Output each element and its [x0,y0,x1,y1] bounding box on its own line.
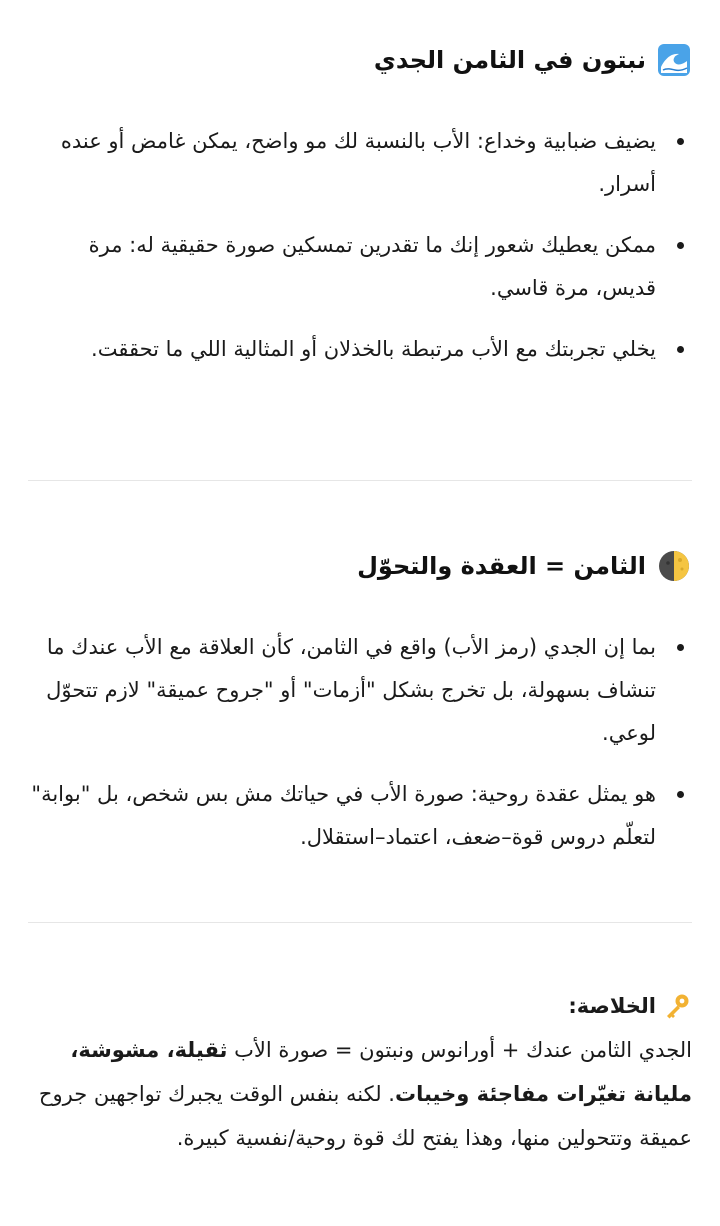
list-item: هو يمثل عقدة روحية: صورة الأب في حياتك مش بس شخص، بل "بوابة" لتعلّم دروس قوة–ضعف، اعتماد–استقلال. [28,773,692,859]
summary-text [28,1028,692,1160]
summary-text-part: . لكنه بنفس الوقت يجبرك تواجهين جروح عميقة وتتحولين منها، وهذا يفتح لك قوة روحية/نفسية كبيرة. [38,1082,692,1150]
summary-title: الخلاصة: [568,994,656,1018]
list-item: يضيف ضبابية وخداع: الأب بالنسبة لك مو واضح، يمكن غامض أو عنده أسرار. [28,120,692,206]
section-title: نبتون في الثامن الجدي [373,46,646,74]
section-eighth-house [28,546,692,877]
list-item: ممكن يعطيك شعور إنك ما تقدرين تمسكين صورة حقيقية له: مرة قديس، مرة قاسي. [28,224,692,310]
section-heading [28,40,692,80]
bullet-list [28,120,692,371]
divider [28,480,692,481]
section-title: الثامن = العقدة والتحوّل [357,552,646,580]
summary-heading [28,986,692,1026]
list-item: بما إن الجدي (رمز الأب) واقع في الثامن، كأن العلاقة مع الأب عندك ما تنشاف بسهولة، بل تخرج بشكل "أزمات" أو "جروح عميقة" لازم تتحوّل لوعي. [28,626,692,755]
bullet-list [28,626,692,859]
wave-icon [656,42,692,78]
key-icon [662,991,692,1021]
section-neptune [28,40,692,389]
list-item: يخلي تجربتك مع الأب مرتبطة بالخذلان أو المثالية اللي ما تحققت. [28,328,692,371]
divider [28,922,692,923]
section-heading [28,546,692,586]
summary-section [28,986,692,1160]
summary-text-part: الجدي الثامن عندك + أورانوس ونبتون = صورة الأب [227,1038,692,1062]
summary-bold-text: ثقيلة، مشوشة، مليانة تغيّرات مفاجئة وخيبات [70,1038,692,1106]
half-moon-icon [656,548,692,584]
